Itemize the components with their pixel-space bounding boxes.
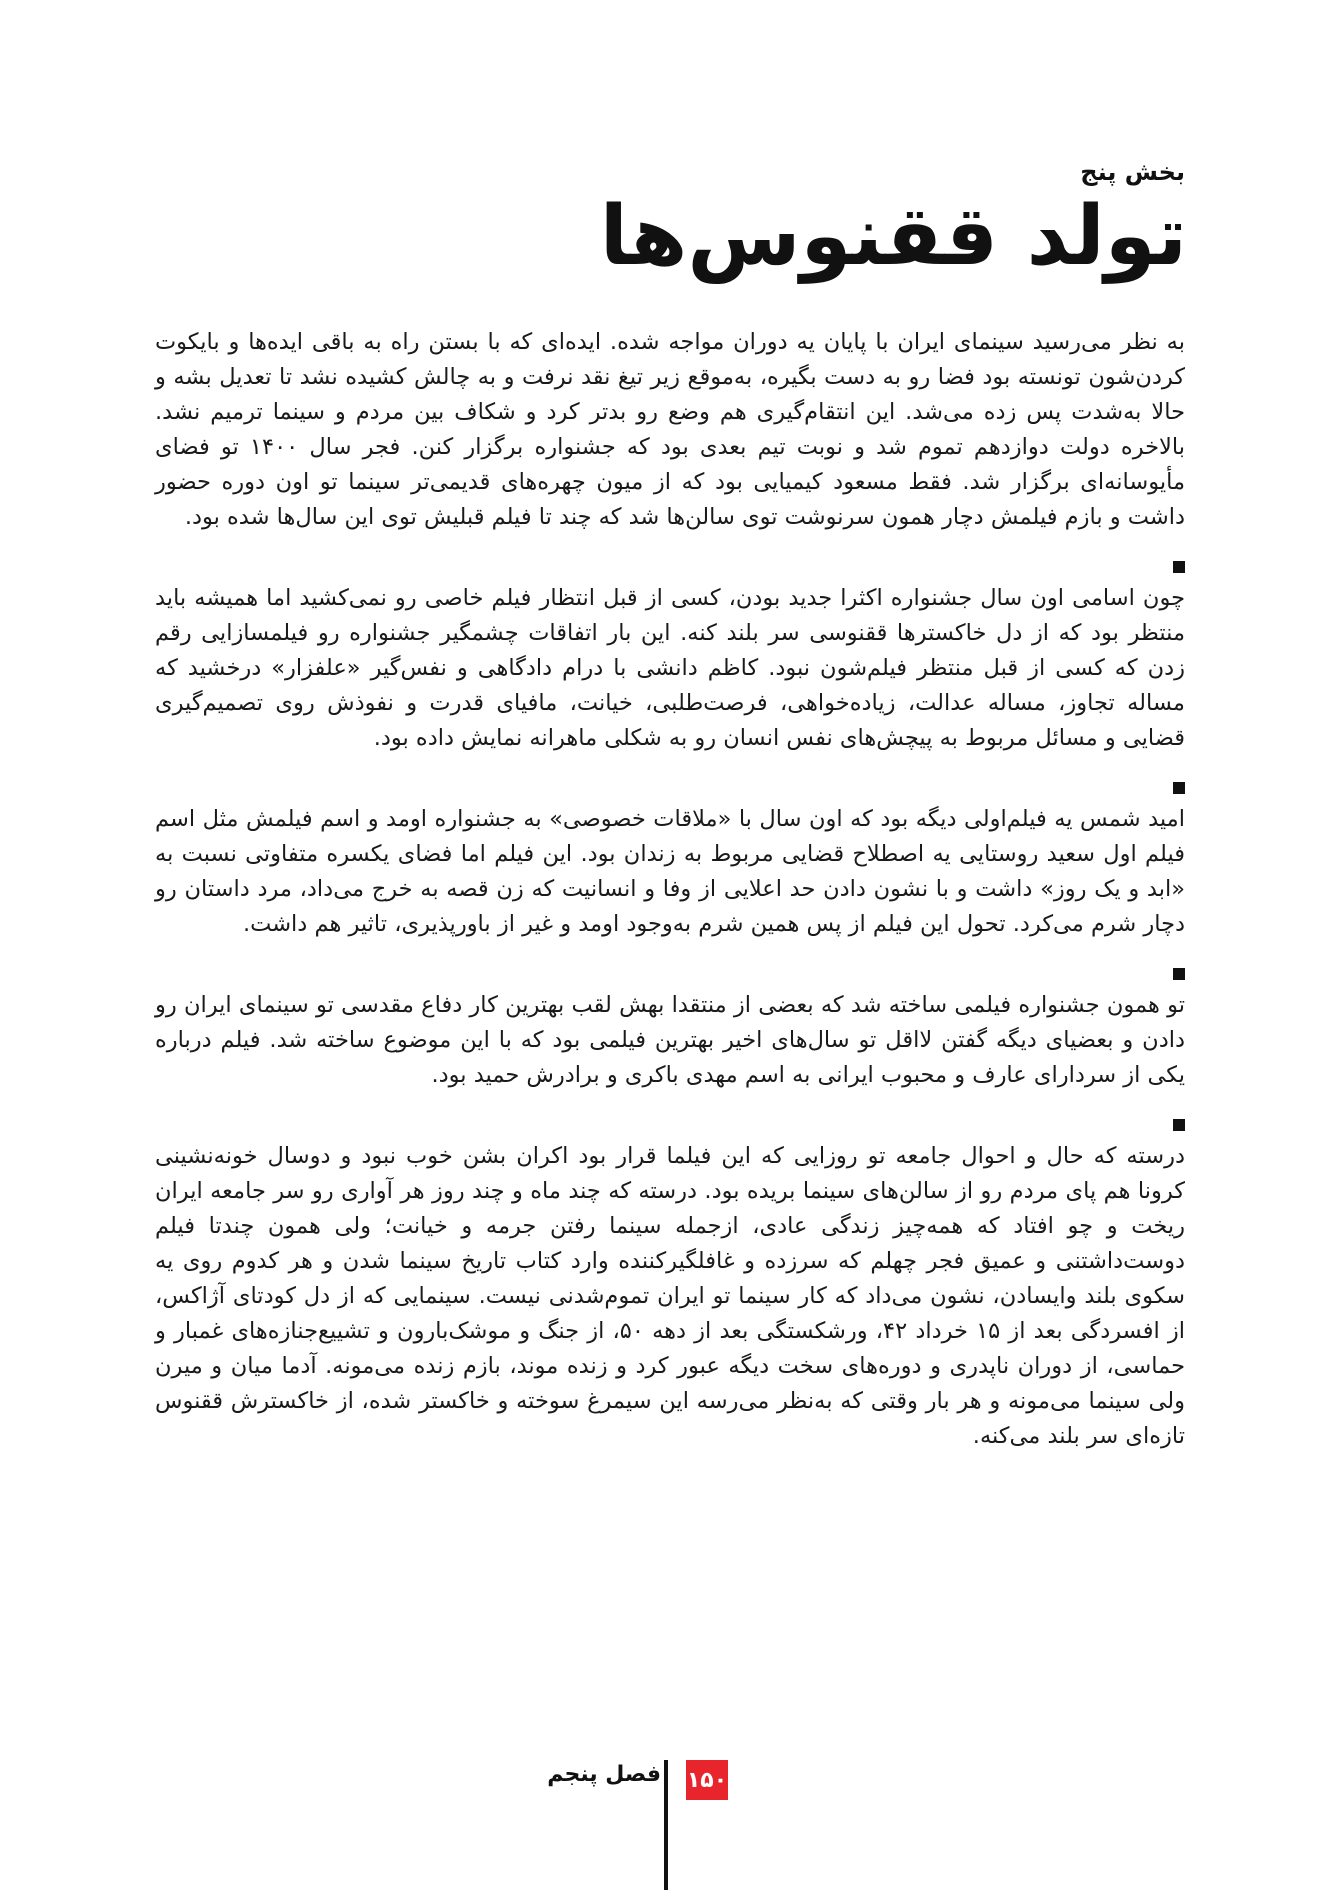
paragraph-3: امید شمس یه فیلم‌اولی دیگه بود که اون سال با «ملاقات خصوصی» به جشنواره اومد و اسم فیلمش مثل اسم فیلم اول سعید روستایی یه اصطلاح قضایی مربوط به زندان بود. این فیلم اما فضای یکسره متفاوتی نسبت به «ابد و یک روز» داشت و با نشون دادن حد اعلایی از وفا و انسانیت که زن قصه به خرج می‌داد، مرد داستان رو دچار شرم می‌کرد. تحول این فیلم از پس همین شرم به‌وجود اومد و غیر از باورپذیری، تاثیر هم داشت.	[155, 806, 1185, 937]
paragraph-4: تو همون جشنواره فیلمی ساخته شد که بعضی از منتقدا بهش لقب بهترین کار دفاع مقدسی تو سینمای ایران رو دادن و بعضیای دیگه گفتن لااقل تو سال‌های اخیر بهترین فیلمی بود که با این موضوع ساخته شد. فیلم درباره یکی از سردارای عارف و محبوب ایرانی به اسم مهدی باکری و برادرش حمید بود.	[155, 992, 1185, 1088]
article-body	[155, 325, 1185, 1454]
paragraph-2: چون اسامی اون سال جشنواره اکثرا جدید بودن، کسی از قبل انتظار فیلم خاصی رو نمی‌کشید اما همیشه باید منتظر بود که از دل خاکسترها ققنوسی سر بلند کنه. این بار اتفاقات چشمگیر جشنواره رو فیلمسازایی رقم زدن که کسی از قبل منتظر فیلم‌شون نبود. کاظم دانشی با درام دادگاهی و نفس‌گیر «علفزار» درخشید که مساله تجاوز، مساله عدالت، زیاده‌خواهی، فرصت‌طلبی، خیانت، مافیای قدرت و نفوذش روی تصمیم‌گیری قضایی و مسائل مربوط به پیچش‌های نفس انسان رو به شکلی ماهرانه نمایش داده بود.	[155, 585, 1185, 751]
page-number-badge: ۱۵۰	[686, 1760, 728, 1800]
chapter-label: فصل پنجم	[547, 1762, 661, 1787]
paragraph-1: به نظر می‌رسید سینمای ایران با پایان یه دوران مواجه شده. ایده‌ای که با بستن راه به باقی ایده‌ها و بایکوت کردن‌شون تونسته بود فضا رو به دست بگیره، به‌موقع زیر تیغ نقد نرفت و به چالش کشیده نشد تا تعدیل بشه و حالا به‌شدت پس زده می‌شد. این انتقام‌گیری هم وضع رو بدتر کرد و شکاف بین مردم و سینما ترمیم نشد. بالاخره دولت دوازدهم تموم شد و نوبت تیم بعدی بود که جشنواره برگزار کنن. فجر سال ۱۴۰۰ تو فضای مأیوسانه‌ای برگزار شد. فقط مسعود کیمیایی بود که از میون چهره‌های قدیمی‌تر سینما تو اون دوره حضور داشت و بازم فیلمش دچار همون سرنوشت توی سالن‌ها شد که چند تا فیلم قبلیش توی این سال‌ها شده بود.	[155, 329, 1185, 530]
section-separator-square	[1173, 561, 1185, 573]
page-title: تولد ققنوس‌ها	[599, 189, 1187, 284]
section-separator-square	[1173, 968, 1185, 980]
section-separator-square	[1173, 782, 1185, 794]
footer-divider-line	[664, 1760, 668, 1890]
section-separator-square	[1173, 1119, 1185, 1131]
section-kicker: بخش پنج	[1080, 158, 1185, 186]
paragraph-5: درسته که حال و احوال جامعه تو روزایی که این فیلما قرار بود اکران بشن خوب نبود و دوسال خونه‌نشینی کرونا هم پای مردم رو از سالن‌های سینما بریده بود. درسته که چند ماه و چند روز هر آواری رو سر جامعه ایران ریخت و چو افتاد که همه‌چیز زندگی عادی، ازجمله سینما رفتن جرمه و خیانت؛ ولی همون چندتا فیلم دوست‌داشتنی و عمیق فجر چهلم که سرزده و غافلگیرکننده وارد کتاب تاریخ سینما شدن و هر کدوم روی یه سکوی بلند وایسادن، نشون می‌داد که کار سینما تو ایران تموم‌شدنی نیست. سینمایی که از دل کودتای آژاکس، از افسردگی بعد از ۱۵ خرداد ۴۲، ورشکستگی بعد از دهه ۵۰، از جنگ و موشک‌بارون و تشییع‌جنازه‌های غمبار و حماسی، از دوران ناپدری و دوره‌های سخت دیگه عبور کرد و زنده موند، بازم زنده می‌مونه. آدما میان و میرن ولی سینما می‌مونه و هر بار وقتی که به‌نظر می‌رسه این سیمرغ سوخته و خاکستر شده، از خاکسترش ققنوس تازه‌ای سر بلند می‌کنه.	[155, 1143, 1186, 1449]
